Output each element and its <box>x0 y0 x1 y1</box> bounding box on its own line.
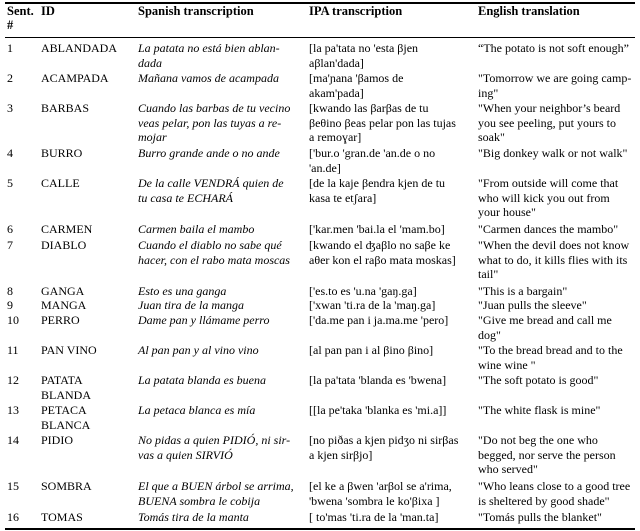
cell-ipa: ['bur.o 'gran.de 'an.de o no 'an.de] <box>309 146 436 175</box>
cell-spanish: De la calle VENDRÁ quien de tu casa te ECHARÁ <box>138 176 284 205</box>
bottom-rule <box>5 528 635 530</box>
cell-id: PETACA BLANCA <box>41 403 91 432</box>
cell-spanish: La patata no está bien ablan- dada <box>138 41 280 70</box>
cell-spanish: Burro grande ande o no ande <box>138 146 280 160</box>
cell-ipa: [al pan pan i al βino βino] <box>309 343 434 357</box>
cell-english: "To the bread bread and to the wine wine " <box>478 343 623 372</box>
cell-sentence-number: 13 <box>7 403 19 417</box>
cell-spanish: Cuando el diablo no sabe qué hacer, con el rabo mata moscas <box>138 238 290 267</box>
cell-sentence-number: 1 <box>7 41 13 55</box>
cell-id: PATATA BLANDA <box>41 373 91 402</box>
header-sentence: Sent. # <box>7 4 34 32</box>
cell-id: SOMBRA <box>41 479 92 493</box>
cell-id: ACAMPADA <box>41 71 109 85</box>
cell-sentence-number: 7 <box>7 238 13 252</box>
cell-spanish: Al pan pan y al vino vino <box>138 343 259 357</box>
cell-sentence-number: 6 <box>7 222 13 236</box>
cell-english: "The soft potato is good" <box>478 373 599 387</box>
cell-spanish: La patata blanda es buena <box>138 373 266 387</box>
cell-sentence-number: 10 <box>7 313 19 327</box>
cell-spanish: El que a BUEN árbol se arrima, BUENA sombra le cobija <box>138 479 294 508</box>
cell-ipa: [el ke a βwen 'arβol se a'rima, 'bwena 'sombra le ko'βixa ] <box>309 479 452 508</box>
cell-id: DIABLO <box>41 238 87 252</box>
cell-spanish: Mañana vamos de acampada <box>138 71 279 85</box>
cell-ipa: [no piðas a kjen pidʒo ni sirβas a kjen sirβjo] <box>309 433 459 462</box>
cell-english: "Give me bread and call me dog" <box>478 313 612 342</box>
cell-english: "From outside will come that who will kick you out from your house" <box>478 176 619 220</box>
cell-english: "Tomorrow we are going camp- ing" <box>478 71 632 100</box>
cell-english: "When the devil does not know what to do, it kills flies with its tail" <box>478 238 630 282</box>
cell-sentence-number: 15 <box>7 479 19 493</box>
cell-id: ABLANDADA <box>41 41 117 55</box>
cell-ipa: [la pa'tata no 'esta βjen aβlan'dada] <box>309 41 419 70</box>
cell-english: "The white flask is mine" <box>478 403 601 417</box>
cell-ipa: [ma'ɲana 'βamos de akam'pada] <box>309 71 404 100</box>
cell-sentence-number: 4 <box>7 146 13 160</box>
cell-english: "Tomás pulls the blanket" <box>478 510 602 524</box>
cell-ipa: [[la pe'taka 'blanka es 'mi.a]] <box>309 403 447 417</box>
cell-sentence-number: 9 <box>7 298 13 312</box>
header-rule <box>5 37 635 38</box>
cell-spanish: Esto es una ganga <box>138 284 227 298</box>
cell-ipa: ['da.me pan i ja.ma.me 'pero] <box>309 313 449 327</box>
cell-ipa: [kwando el ʤaβlo no saβe ke aθer kon el raβo mata moskas] <box>309 238 456 267</box>
cell-id: GANGA <box>41 284 85 298</box>
cell-id: MANGA <box>41 298 87 312</box>
cell-english: "Big donkey walk or not walk" <box>478 146 628 160</box>
cell-ipa: ['kar.men 'bai.la el 'mam.bo] <box>309 222 445 236</box>
cell-id: CALLE <box>41 176 80 190</box>
cell-english: "Who leans close to a good tree is sheltered by good shade" <box>478 479 631 508</box>
cell-id: BURRO <box>41 146 83 160</box>
header-english: English translation <box>478 4 580 18</box>
cell-id: PIDIO <box>41 433 73 447</box>
cell-sentence-number: 8 <box>7 284 13 298</box>
cell-sentence-number: 5 <box>7 176 13 190</box>
cell-english: "Juan pulls the sleeve" <box>478 298 587 312</box>
cell-sentence-number: 14 <box>7 433 19 447</box>
cell-spanish: Juan tira de la manga <box>138 298 244 312</box>
cell-english: "Carmen dances the mambo" <box>478 222 619 236</box>
cell-ipa: ['es.to es 'u.na 'gaŋ.ga] <box>309 284 417 298</box>
cell-spanish: Carmen baila el mambo <box>138 222 255 236</box>
cell-sentence-number: 11 <box>7 343 19 357</box>
cell-sentence-number: 12 <box>7 373 19 387</box>
cell-spanish: No pidas a quien PIDIÓ, ni sir- vas a quien SIRVIÓ <box>138 433 291 462</box>
cell-spanish: Dame pan y llámame perro <box>138 313 270 327</box>
cell-english: "This is a bargain" <box>478 284 568 298</box>
cell-english: "Do not beg the one who begged, nor serve the person who served" <box>478 433 616 477</box>
cell-id: PAN VINO <box>41 343 97 357</box>
cell-spanish: Tomás tira de la manta <box>138 510 249 524</box>
cell-id: TOMAS <box>41 510 83 524</box>
cell-ipa: [kwando las βarβas de tu βeθino βeas pelar pon las tujas a remoɣar] <box>309 101 456 145</box>
cell-sentence-number: 2 <box>7 71 13 85</box>
cell-id: PERRO <box>41 313 80 327</box>
cell-ipa: [la pa'tata 'blanda es 'bwena] <box>309 373 447 387</box>
cell-sentence-number: 3 <box>7 101 13 115</box>
cell-english: "When your neighbor’s beard you see peeling, put yours to soak" <box>478 101 621 145</box>
header-spanish: Spanish transcription <box>138 4 254 18</box>
cell-sentence-number: 16 <box>7 510 19 524</box>
cell-english: “The potato is not soft enough” <box>478 41 629 55</box>
cell-spanish: La petaca blanca es mía <box>138 403 256 417</box>
cell-id: CARMEN <box>41 222 93 236</box>
cell-ipa: [ to'mas 'ti.ra de la 'man.ta] <box>309 510 439 524</box>
cell-spanish: Cuando las barbas de tu vecino veas pelar, pon las tuyas a re- mojar <box>138 101 291 145</box>
header-id: ID <box>41 4 55 18</box>
cell-ipa: ['xwan 'ti.ra de la 'maŋ.ga] <box>309 298 436 312</box>
header-ipa: IPA transcription <box>309 4 403 18</box>
cell-ipa: [de la kaje βendra kjen de tu kasa te etʃara] <box>309 176 446 205</box>
cell-id: BARBAS <box>41 101 90 115</box>
